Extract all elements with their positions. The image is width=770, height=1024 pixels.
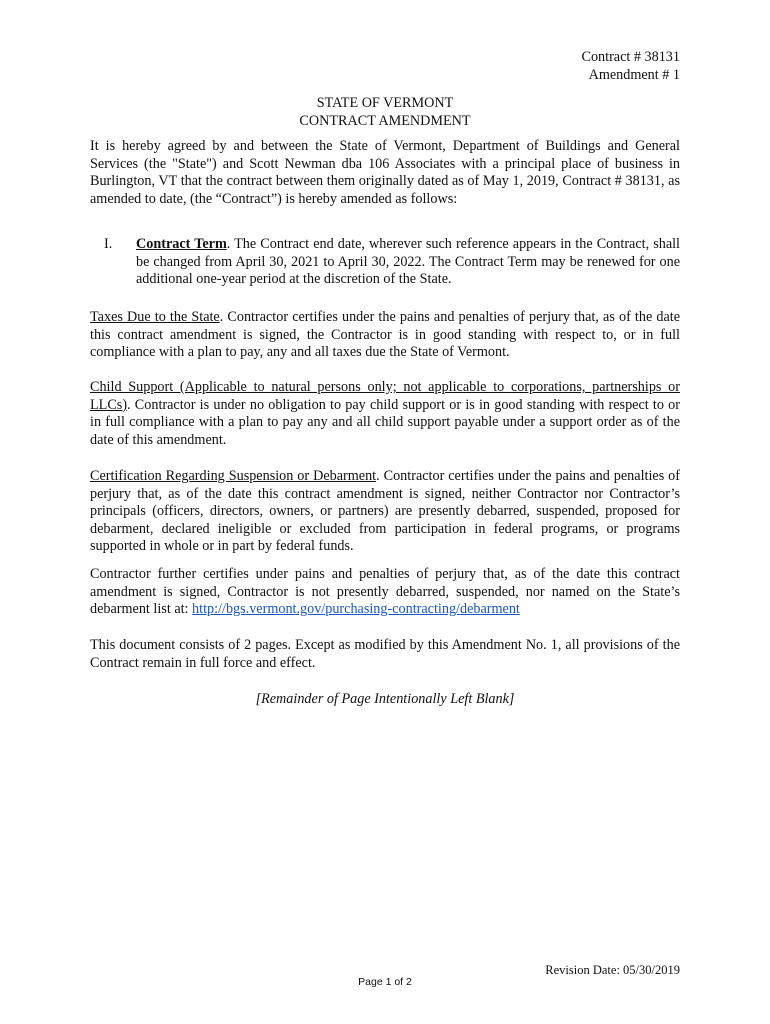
document-title [0,94,770,130]
page-number: Page 1 of 2 [358,976,412,988]
amendment-number: Amendment # 1 [588,67,680,83]
document-note-paragraph: This document consists of 2 pages. Except as modified by this Amendment No. 1, all provisions of the Contract remain in full force and effect. [90,637,680,671]
certification-text: . Contractor certifies under the pains and penalties of perjury that, as of the date this contract amendment is signed, neither Contractor nor Contractor’s principals (officers, directors, owners, or partners) are presently debarred, suspended, proposed for debarment, declared ineligible or excluded from participation in federal programs, or programs supported in whole or in part by federal funds. [90,468,680,555]
item-number: I. [104,236,113,252]
certification-heading: Certification Regarding Suspension or Debarment [90,468,377,484]
child-support-text: . Contractor is under no obligation to pay child support or is in good standing with respect to or in full compliance with a plan to pay any and all child support payable under a support order as of the date of this amendment. [90,396,680,448]
title-line-2: CONTRACT AMENDMENT [299,113,471,129]
debarment-link[interactable]: http://bgs.vermont.gov/purchasing-contracting/debarment [192,601,520,618]
item-text: . The Contract end date, wherever such reference appears in the Contract, shall be changed from April 30, 2021 to April 30, 2022. The Contract Term may be renewed for one additional one-year period at the discretion of the State. [136,236,680,288]
child-support-paragraph [90,379,680,449]
taxes-text: . Contractor certifies under the pains and penalties of perjury that, as of the date this contract amendment is signed, the Contractor is in good standing with respect to, or in full compliance with a plan to pay, any and all taxes due the State of Vermont. [90,309,680,361]
contract-header [581,48,680,84]
certification-paragraph [90,468,680,556]
item-body [136,236,680,289]
further-certification-paragraph [90,566,680,619]
revision-date: Revision Date: 05/30/2019 [545,963,680,977]
intro-paragraph: It is hereby agreed by and between the State of Vermont, Department of Buildings and General Services (the "State") and Scott Newman dba 106 Associates with a principal place of business in Burlington, VT that the contract between them originally dated as of May 1, 2019, Contract # 38131, as amended to date, (the “Contract”) is hereby amended as follows: [90,138,680,207]
taxes-paragraph [90,309,680,362]
item-heading: Contract Term [136,236,227,252]
remainder-note: [Remainder of Page Intentionally Left Blank] [255,691,515,707]
amendment-item-1 [90,236,680,289]
further-text: Contractor further certifies under pains and penalties of perjury that, as of the date this contract amendment is signed, Contractor is not presently debarred, suspended, nor named on the State’s debarment list at: [90,566,680,618]
title-line-1: STATE OF VERMONT [316,95,454,111]
contract-number: Contract # 38131 [581,49,680,65]
child-support-heading: Child Support (Applicable to natural persons only; not applicable to corporations, partnerships or LLCs) [90,379,680,413]
taxes-heading: Taxes Due to the State [90,309,220,325]
